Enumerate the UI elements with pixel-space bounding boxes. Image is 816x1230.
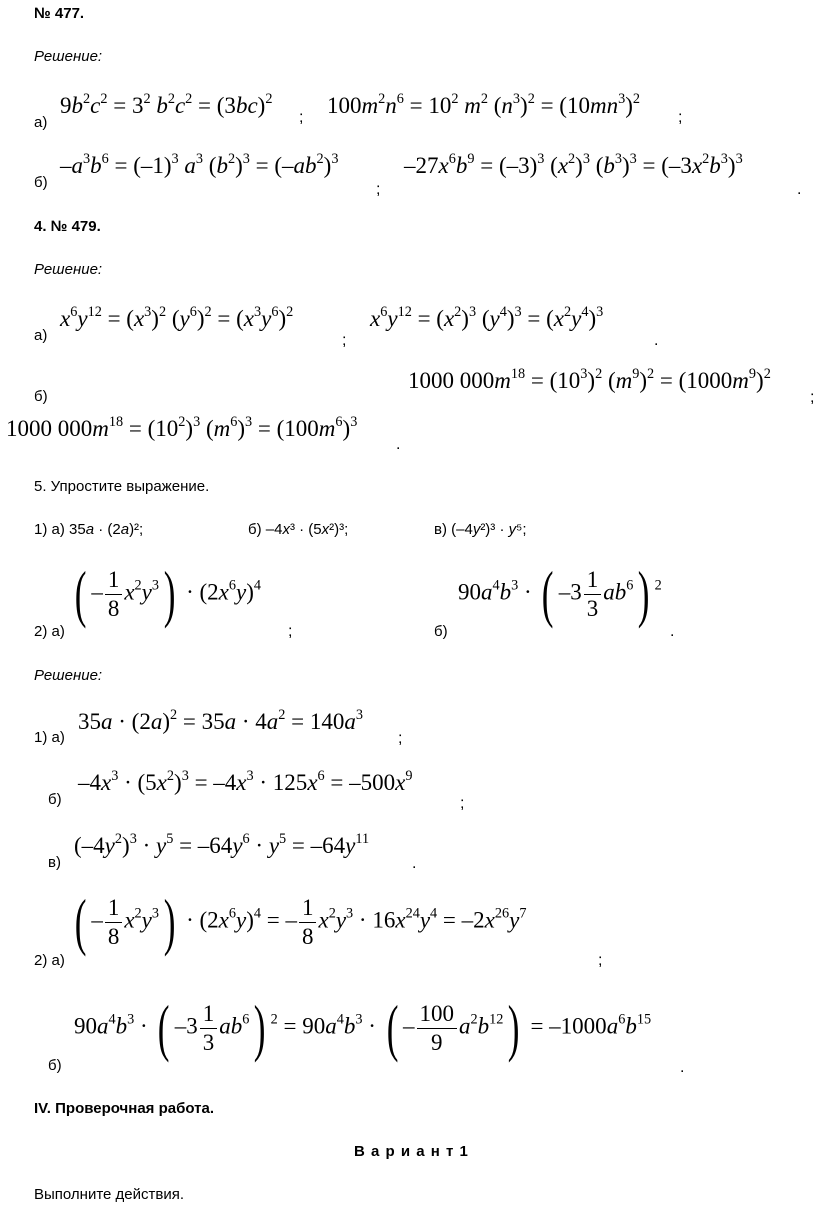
formula-5-1a-solution: $35a \cdot (2a)^2 = 35a \cdot 4a^2 = 140a^3$ xyxy=(78,707,364,734)
problem-479-title: 4. № 479. xyxy=(34,218,101,235)
item-label-1b: б) xyxy=(48,791,62,808)
formula-477-b2: $-27x^6b^9 = (-3)^3$ $(x^2)^3$ $(b^3)^3 = (-3x^2b^3)^3$ xyxy=(404,151,743,178)
semicolon: ; xyxy=(299,109,304,126)
solution-label: Решение: xyxy=(34,261,103,278)
semicolon: ; xyxy=(398,730,403,747)
semicolon: ; xyxy=(598,952,603,969)
exercise-5-row1-c: в) (–4y²)³ · y⁵; xyxy=(434,521,527,538)
formula-5-2b-task: $90a^4b^3$ · ( –3 $\frac{1}{3}$ $ab^6$) $^2$ xyxy=(458,558,662,629)
exercise-5-row1-a: 1) а) 35a · (2a)²; xyxy=(34,521,144,538)
item-label-1a: 1) а) xyxy=(34,729,65,746)
period: . xyxy=(670,623,675,640)
formula-5-2b-solution: $90a^4b^3$ · ( –3 $\frac{1}{3}$ $ab^6$) $^2 = 90a^4b^3$ · ( – $\frac{100}{9}$ $a^2b^{12}) = -1000a^6b^{15}$ xyxy=(74,992,652,1063)
period: . xyxy=(412,855,417,872)
formula-479-b2: 1000 $000m^{18} = (10^2)^3$ $(m^6)^3 = (100m^6)^3$ xyxy=(6,414,358,441)
item-label-2b: б) xyxy=(48,1057,62,1074)
formula-479-a2: $x^6y^{12} = (x^2)^3$ $(y^4)^3 = (x^2y^4)^3$ xyxy=(370,304,604,331)
formula-5-2a-solution: ( – $\frac{1}{8}$ $x^2y^3) \cdot (2x^6y)^4$ = – $\frac{1}{8}$ $x^2y^3 \cdot 16x^{24}y^4 = -2x^{26}y^7$ xyxy=(74,886,527,957)
formula-5-1b-solution: $-4x^3 \cdot (5x^2)^3 = -4x^3 \cdot 125x^6 = -500x^9$ xyxy=(78,768,413,795)
period: . xyxy=(680,1059,685,1076)
formula-477-a2: $100m^2n^6 = 10^2$ $m^2$ $(n^3)^2 = (10mn^3)^2$ xyxy=(327,91,641,118)
instruction-text: Выполните действия. xyxy=(34,1186,185,1203)
item-label-2b: б) xyxy=(434,623,448,640)
exercise-5-row1-b: б) –4x³ · (5x²)³; xyxy=(248,521,349,538)
semicolon: ; xyxy=(376,181,381,198)
period: . xyxy=(797,181,802,198)
section-4-title: IV. Проверочная работа. xyxy=(34,1100,214,1117)
exercise-5-title: 5. Упростите выражение. xyxy=(34,478,210,495)
item-label-a: а) xyxy=(34,114,48,131)
item-label-2a: 2) а) xyxy=(34,623,65,640)
period: . xyxy=(396,436,401,453)
semicolon: ; xyxy=(342,332,347,349)
semicolon: ; xyxy=(810,389,815,406)
item-label-b: б) xyxy=(34,388,48,405)
formula-477-b1: $-a^3b^6 = (-1)^3$ $a^3$ $(b^2)^3 = (-ab^2)^3$ xyxy=(60,151,339,178)
problem-477-title: № 477. xyxy=(34,5,85,22)
solution-label: Решение: xyxy=(34,48,103,65)
item-label-2a: 2) а) xyxy=(34,952,65,969)
solution-label: Решение: xyxy=(34,667,103,684)
semicolon: ; xyxy=(288,623,293,640)
formula-479-b1: 1000 $000m^{18} = (10^3)^2$ $(m^9)^2 = (1000m^9)^2$ xyxy=(408,366,771,393)
item-label-1c: в) xyxy=(48,854,61,871)
semicolon: ; xyxy=(460,795,465,812)
formula-477-a1: $9b^2c^2 = 3^2$ $b^2c^2 = (3bc)^2$ xyxy=(60,91,273,118)
formula-479-a1: $x^6y^{12} = (x^3)^2$ $(y^6)^2 = (x^3y^6)^2$ xyxy=(60,304,294,331)
formula-5-1c-solution: $(-4y^2)^3 \cdot y^5 = -64y^6 \cdot y^5 = -64y^{11}$ xyxy=(74,831,370,858)
formula-5-2a-task: ( – $\frac{1}{8}$ $x^2y^3) \cdot (2x^6y)^4$ xyxy=(74,558,261,629)
item-label-a: а) xyxy=(34,327,48,344)
period: . xyxy=(654,332,659,349)
semicolon: ; xyxy=(678,109,683,126)
variant-heading: В а р и а н т 1 xyxy=(354,1143,469,1160)
item-label-b: б) xyxy=(34,174,48,191)
